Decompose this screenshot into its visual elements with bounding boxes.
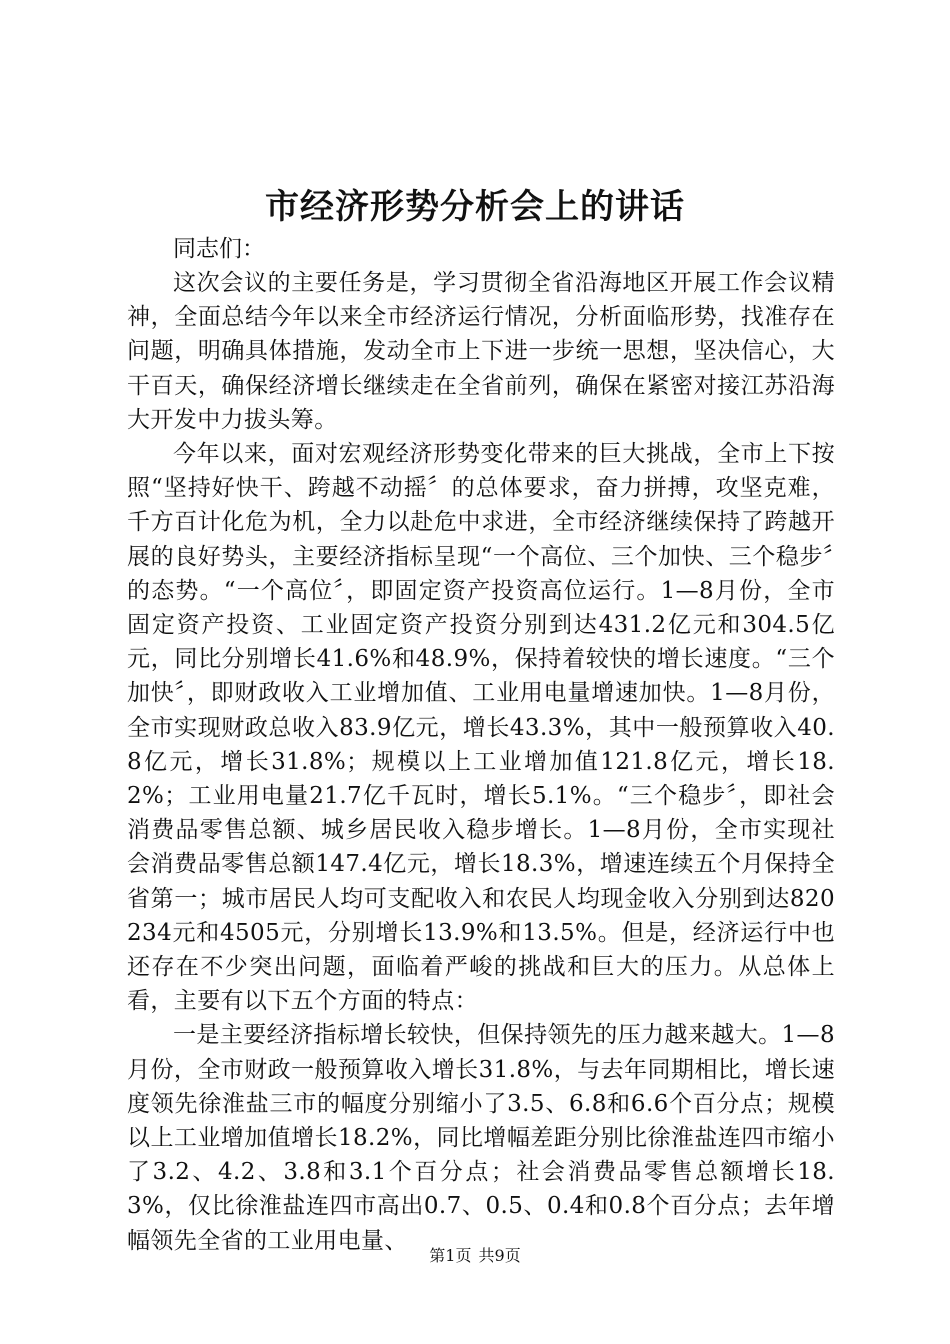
page-title: 市经济形势分析会上的讲话 <box>265 187 685 227</box>
paragraph-1: 这次会议的主要任务是，学习贯彻全省沿海地区开展工作会议精神，全面总结今年以来全市经济运行情况，分析面临形势，找准存在问题，明确具体措施，发动全市上下进一步统一思想，坚决信心，大干百天，确保经济增长继续走在全省前列，确保在紧密对接江苏沿海大开发中力拔头筹。 <box>127 270 835 433</box>
salutation: 同志们： <box>173 236 265 262</box>
page-footer: 第1页 共9页 <box>429 1246 521 1265</box>
paragraph-2: 今年以来，面对宏观经济形势变化带来的巨大挑战，全市上下按照“坚持好快干、跨越不动摇〞的总体要求，奋力拼搏，攻坚克难，千方百计化危为机，全力以赴危中求进，全市经济继续保持了跨越开展的良好势头，主要经济指标呈现“一个高位、三个加快、三个稳步〞的态势。“一个高位〞，即固定资产投资高位运行。1—8月份，全市固定资产投资、工业固定资产投资分别到达431.2亿元和304.5亿元，同比分别增长41.6%和48.9%，保持着较快的增长速度。“三个加快〞，即财政收入工业增加值、工业用电量增速加快。1—8月份，全市实现财政总收入83.9亿元，增长43.3%，其中一般预算收入40.8亿元，增长31.8%；规模以上工业增加值121.8亿元，增长18.2%；工业用电量21.7亿千瓦时，增长5.1%。“三个稳步〞，即社会消费品零售总额、城乡居民收入稳步增长。1—8月份，全市实现社会消费品零售总额147.4亿元，增长18.3%，增速连续五个月保持全省第一；城市居民人均可支配收入和农民人均现金收入分别到达820234元和4505元，分别增长13.9%和13.5%。但是，经济运行中也还存在不少突出问题，面临着严峻的挑战和巨大的压力。从总体上看，主要有以下五个方面的特点： <box>127 441 835 1015</box>
paragraph-3: 一是主要经济指标增长较快，但保持领先的压力越来越大。1—8月份，全市财政一般预算收入增长31.8%，与去年同期相比，增长速度领先徐淮盐三市的幅度分别缩小了3.5、6.8和6.6个百分点；规模以上工业增加值增长18.2%，同比增幅差距分别比徐淮盐连四市缩小了3.2、4.2、3.8和3.1个百分点；社会消费品零售总额增长18.3%，仅比徐淮盐连四市高出0.7、0.5、0.4和0.8个百分点；去年增幅领先全省的工业用电量、 <box>127 1022 835 1254</box>
document-body <box>127 232 835 1258</box>
